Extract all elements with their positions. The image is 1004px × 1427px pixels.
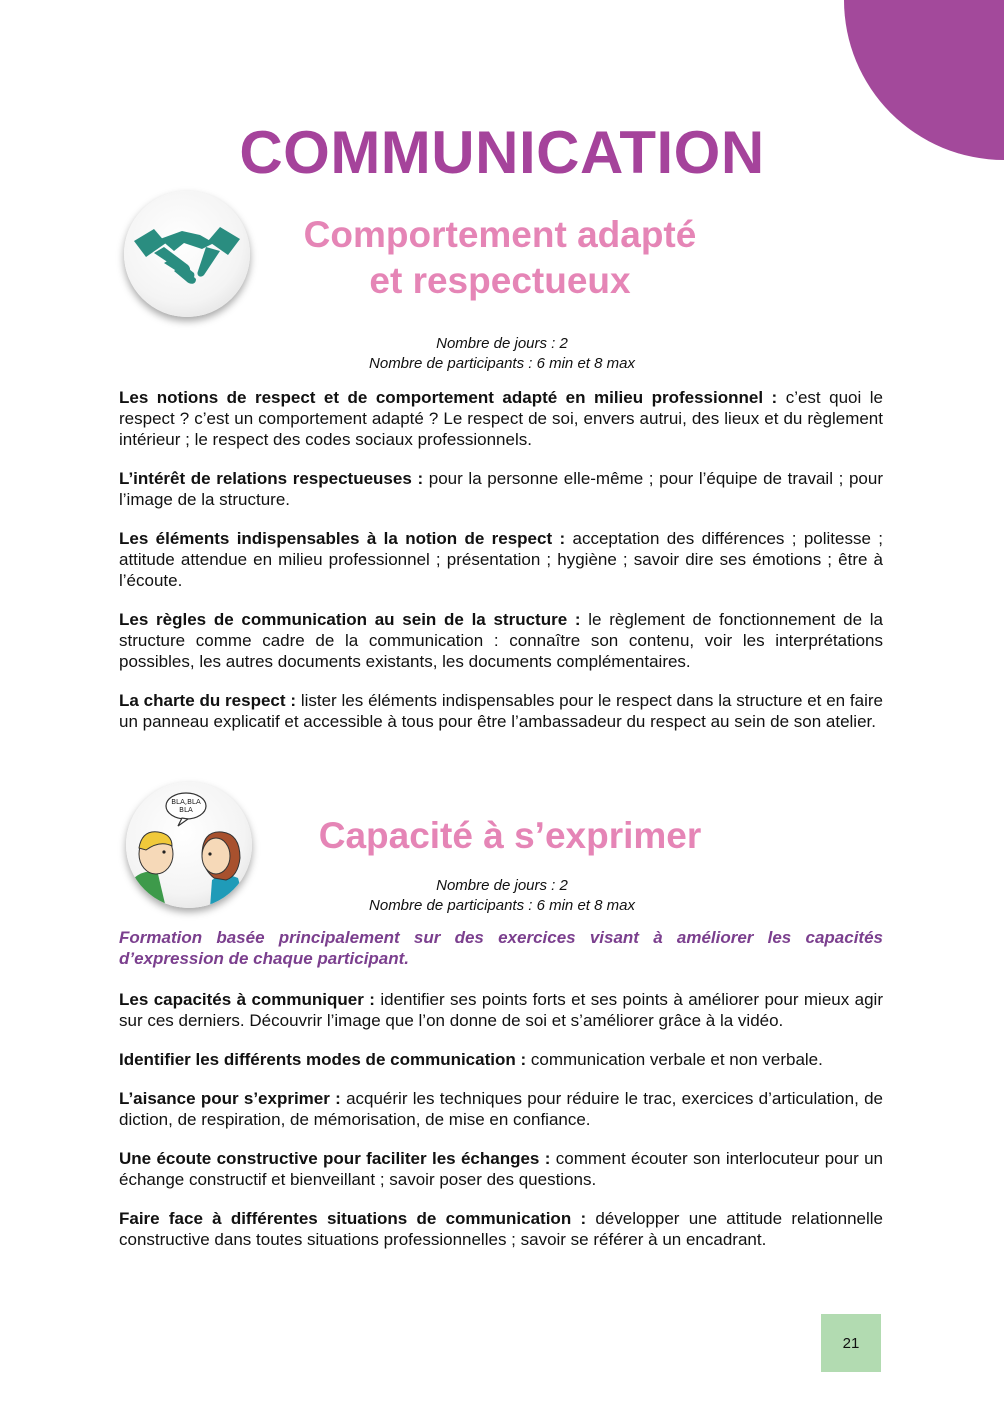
paragraph-text: comment écouter son interlocuteur pour un échange constructif et bienveillant ; savoir poser des questions. xyxy=(119,1149,883,1189)
svg-text:BLA: BLA xyxy=(179,806,193,814)
paragraph xyxy=(119,1148,883,1190)
speech-bubble-text: BLA,BLA xyxy=(171,798,201,806)
paragraph-text: acceptation des différences ; politesse ; attitude attendue en milieu professionnel ; présentation ; hygiène ; savoir dire ses émotions ; être à l’écoute. xyxy=(119,529,884,590)
paragraph xyxy=(119,387,883,450)
section-meta xyxy=(0,334,1004,374)
paragraph-text: pour la personne elle-même ; pour l’équipe de travail ; pour l’image de la structure. xyxy=(119,469,883,509)
paragraph-label: Les notions de respect et de comportement adapté en milieu professionnel : xyxy=(119,388,778,407)
page-title: COMMUNICATION xyxy=(239,119,765,186)
section-title-comportement xyxy=(250,212,750,304)
days-count: Nombre de jours : 2 xyxy=(436,335,568,352)
paragraph-text: le règlement de fonctionnement de la structure comme cadre de la communication : connaître son contenu, voir les interprétations possibles, les autres documents existants, les documents complémentaires. xyxy=(119,610,883,671)
page-number: 21 xyxy=(821,1314,881,1372)
section-title-capacite xyxy=(250,813,770,859)
paragraph-text: identifier ses points forts et ses points à améliorer pour mieux agir sur ces derniers. Découvrir l’image que l’on donne de soi et s’améliorer grâce à la vidéo. xyxy=(119,990,883,1030)
paragraph xyxy=(119,1049,883,1070)
section-title-line: Capacité à s’exprimer xyxy=(318,815,702,856)
section-intro: Formation basée principalement sur des exercices visant à améliorer les capacités d’expression de chaque participant. xyxy=(119,928,883,968)
paragraph-text: communication verbale et non verbale. xyxy=(526,1050,823,1069)
paragraph xyxy=(119,528,883,591)
section-title-line: Comportement adapté xyxy=(303,214,697,255)
paragraph-label: Les règles de communication au sein de la structure : xyxy=(119,610,581,629)
paragraph-label: L’intérêt de relations respectueuses : xyxy=(119,469,424,488)
handshake-icon xyxy=(124,191,250,317)
paragraph-label: La charte du respect : xyxy=(119,691,297,710)
paragraph-text: lister les éléments indispensables pour le respect dans la structure et en faire un panneau explicatif et accessible à tous pour être l’ambassadeur du respect au sein de son atelier. xyxy=(119,691,883,731)
paragraph-text: c’est quoi le respect ? c’est un comportement adapté ? Le respect de soi, envers autrui, des lieux et du règlement intérieur ; le respect des codes sociaux professionnels. xyxy=(119,388,883,449)
participants-count: Nombre de participants : 6 min et 8 max xyxy=(369,355,635,372)
paragraph xyxy=(119,468,883,510)
paragraph xyxy=(119,1088,883,1130)
paragraph xyxy=(119,1208,883,1250)
section-title-line: et respectueux xyxy=(369,260,631,301)
paragraph-label: Une écoute constructive pour faciliter les échanges : xyxy=(119,1149,551,1168)
participants-count: Nombre de participants : 6 min et 8 max xyxy=(369,897,635,914)
paragraph-text: développer une attitude relationnelle constructive dans toutes situations professionnelles ; savoir se référer à un encadrant. xyxy=(119,1209,883,1249)
paragraph-label: Les éléments indispensables à la notion de respect : xyxy=(119,529,566,548)
paragraph-label: Les capacités à communiquer : xyxy=(119,990,375,1009)
days-count: Nombre de jours : 2 xyxy=(436,877,568,894)
paragraph xyxy=(119,690,883,732)
paragraph-label: Faire face à différentes situations de communication : xyxy=(119,1209,587,1228)
paragraph xyxy=(119,609,883,672)
section-meta xyxy=(0,876,1004,916)
section-body xyxy=(119,927,883,1268)
section-body xyxy=(119,387,883,750)
paragraph-label: L’aisance pour s’exprimer : xyxy=(119,1089,341,1108)
paragraph xyxy=(119,989,883,1031)
paragraph-text: acquérir les techniques pour réduire le trac, exercices d’articulation, de diction, de respiration, de mémorisation, de mise en confiance. xyxy=(119,1089,883,1129)
paragraph-label: Identifier les différents modes de communication : xyxy=(119,1050,527,1069)
